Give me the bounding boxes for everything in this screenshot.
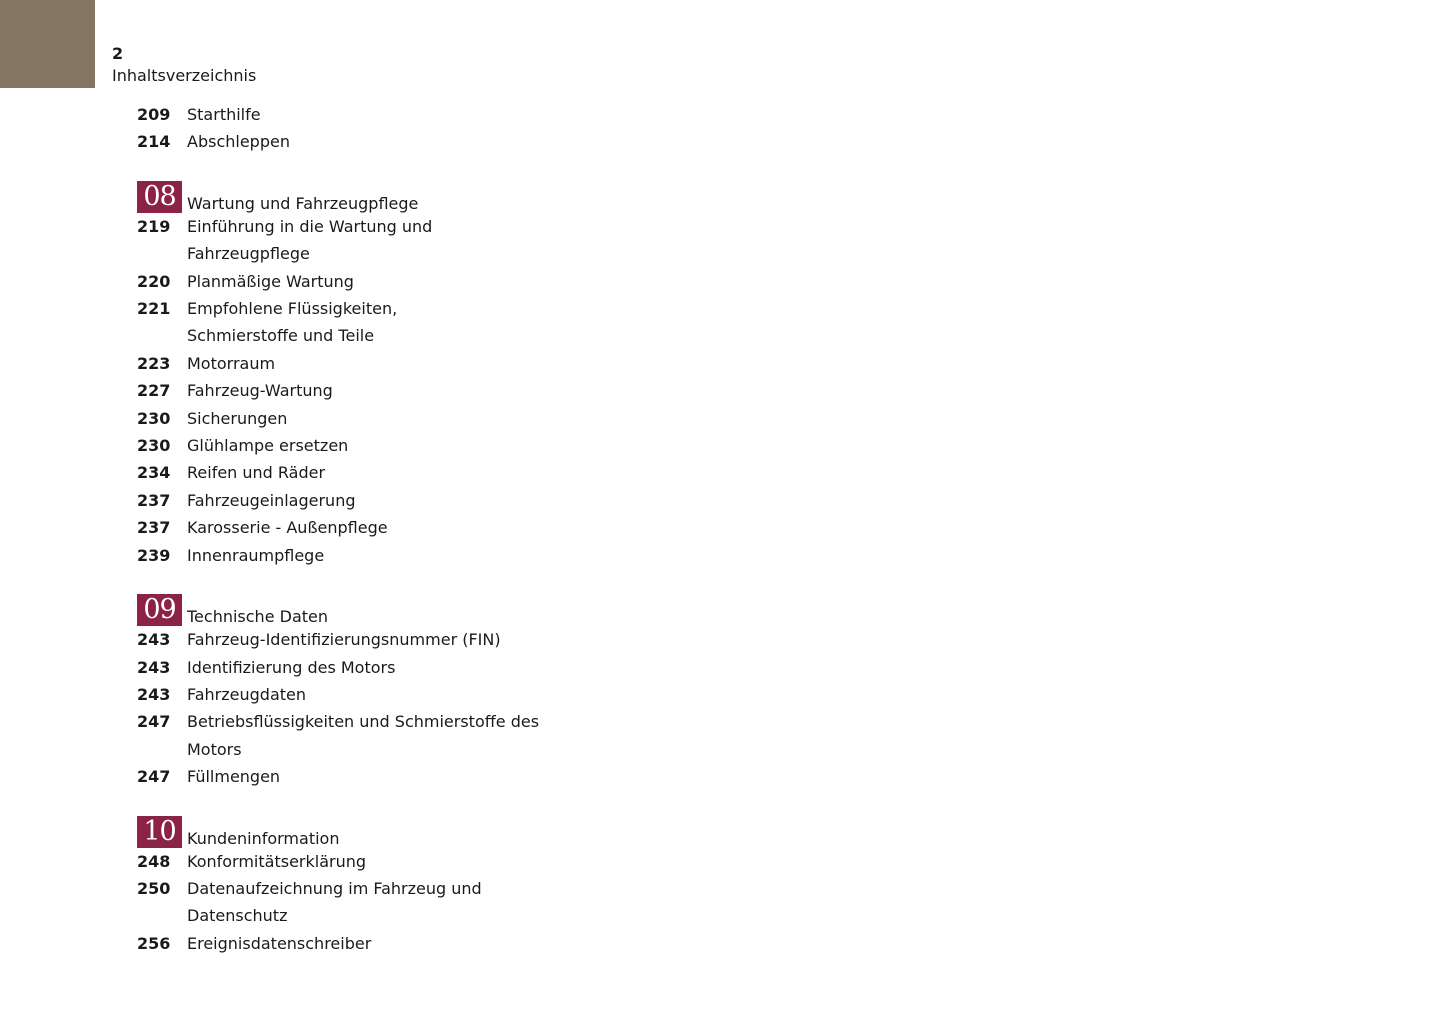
toc-entry[interactable] <box>137 459 697 486</box>
toc-entry-title: Innenraumpflege <box>187 545 325 565</box>
toc-page-number: 237 <box>137 490 171 510</box>
toc-entry-title: Datenaufzeichnung im Fahrzeug und Datenschutz <box>187 878 482 926</box>
toc-page-number: 209 <box>137 105 171 124</box>
corner-color-block <box>0 0 95 88</box>
toc-page-number: 221 <box>137 299 171 319</box>
toc-entry[interactable] <box>137 350 697 377</box>
toc-page-number: 227 <box>137 381 171 401</box>
toc-page-number: 219 <box>137 216 171 236</box>
toc-entry-title: Motorraum <box>187 353 276 373</box>
toc-entry[interactable] <box>137 487 697 514</box>
toc-entry[interactable] <box>137 405 697 432</box>
toc-page-number: 250 <box>137 878 171 898</box>
toc-entry[interactable] <box>137 213 697 268</box>
toc-entry[interactable] <box>137 128 697 155</box>
chapter-number-badge: 09 <box>137 594 182 626</box>
toc-entry[interactable] <box>137 681 697 708</box>
toc-page-number: 243 <box>137 657 171 677</box>
toc-entry[interactable] <box>137 268 697 295</box>
toc-page-number: 230 <box>137 436 171 456</box>
page-number: 2 <box>112 44 124 63</box>
page-title: Inhaltsverzeichnis <box>112 66 257 85</box>
toc-entry[interactable] <box>137 626 697 653</box>
toc-entry[interactable] <box>137 848 697 875</box>
chapter-number-badge: 10 <box>137 816 182 848</box>
toc-entry[interactable] <box>137 654 697 681</box>
toc-entry-title: Betriebsflüssigkeiten und Schmierstoffe des Motors <box>187 712 540 759</box>
toc-entry[interactable] <box>137 377 697 404</box>
toc-entry[interactable] <box>137 514 697 541</box>
toc-entry-title: Einführung in die Wartung und Fahrzeugpflege <box>187 216 433 264</box>
toc-entry-title: Glühlampe ersetzen <box>187 436 349 456</box>
toc-page-number: 243 <box>137 630 171 650</box>
chapter-number-badge: 08 <box>137 181 182 213</box>
toc-page-number: 214 <box>137 132 171 152</box>
toc-entry-title: Ereignisdatenschreiber <box>187 933 372 953</box>
toc-page-number: 220 <box>137 271 171 291</box>
toc-entry-title: Fahrzeug-Wartung <box>187 381 333 401</box>
toc-entry-title: Fahrzeug-Identifizierungsnummer (FIN) <box>187 630 501 650</box>
chapter-title: Wartung und Fahrzeugpflege <box>187 193 419 213</box>
toc-entry-title: Reifen und Räder <box>187 463 326 483</box>
toc-page-number: 256 <box>137 933 171 953</box>
chapter-title: Kundeninformation <box>187 828 340 848</box>
toc-page-number: 247 <box>137 712 171 732</box>
toc-entry-title: Konformitätserklärung <box>187 851 367 871</box>
table-of-contents <box>137 101 697 957</box>
toc-entry-title: Starthilfe <box>187 105 261 124</box>
toc-page-number: 223 <box>137 353 171 373</box>
toc-entry-title: Karosserie - Außenpflege <box>187 518 388 538</box>
toc-entry-title: Sicherungen <box>187 408 288 428</box>
toc-entry-title: Fahrzeugeinlagerung <box>187 490 356 510</box>
toc-page-number: 248 <box>137 851 171 871</box>
toc-entry[interactable] <box>137 432 697 459</box>
toc-page-number: 243 <box>137 684 171 704</box>
toc-entry-title: Identifizierung des Motors <box>187 657 396 677</box>
toc-entry-title: Empfohlene Flüssigkeiten, Schmierstoffe und Teile <box>187 299 398 346</box>
toc-entry[interactable] <box>137 930 697 957</box>
toc-entry[interactable] <box>137 763 697 790</box>
toc-entry-title: Füllmengen <box>187 767 281 787</box>
toc-entry-title: Fahrzeugdaten <box>187 684 307 704</box>
toc-page-number: 234 <box>137 463 171 483</box>
toc-entry[interactable] <box>137 295 697 350</box>
toc-entry[interactable] <box>137 542 697 569</box>
chapter-title: Technische Daten <box>187 607 329 627</box>
toc-page-number: 237 <box>137 518 171 538</box>
toc-entry-title: Planmäßige Wartung <box>187 271 354 291</box>
toc-page-number: 247 <box>137 767 171 787</box>
toc-entry-title: Abschleppen <box>187 132 290 152</box>
toc-page-number: 230 <box>137 408 171 428</box>
toc-entry[interactable] <box>137 708 697 763</box>
toc-entry[interactable] <box>137 875 697 930</box>
toc-entry[interactable] <box>137 101 697 128</box>
toc-page-number: 239 <box>137 545 171 565</box>
